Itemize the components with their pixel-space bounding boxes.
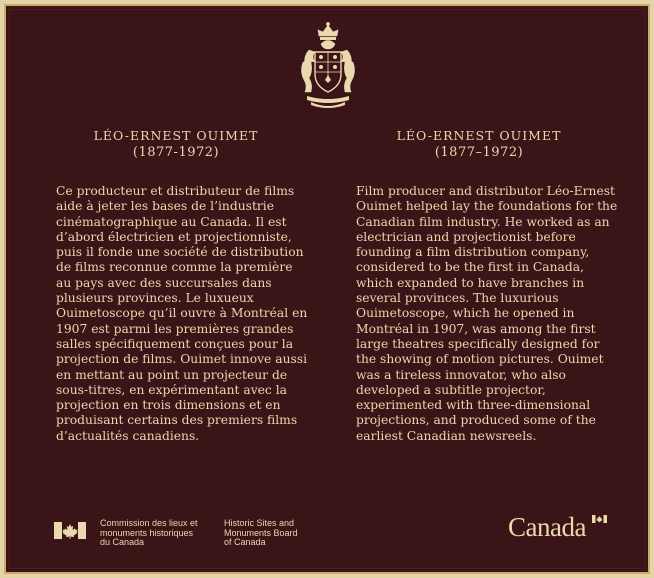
- canada-wordmark-flag-icon: [592, 515, 607, 523]
- canada-wordmark: Canada: [508, 512, 586, 542]
- english-title: [389, 127, 569, 161]
- french-text: Ce producteur et distributeur de films aide à jeter les bases de l’industrie cinématographique au Canada. Il est d’abord électricien et projectionniste, puis il fonde une société de distribution de films reconnue comme la première au pays avec des succursales dans plusieurs provinces. Le luxueux Ouimetoscope qu’il ouvre à Montréal en 1907 est parmi les premières grandes salles spécifiquement conçues pour la projection de films. Ouimet innove aussi en mettant au point un projecteur de sous-titres, en expérimentant avec la projection en trois dimensions et en produisant certains des premiers films d’actualités canadiens.: [56, 184, 308, 443]
- english-text: Film producer and distributor Léo-Ernest Ouimet helped lay the foundations for the Canadian film industry. He worked as an electrician and projectionist before founding a film distribution company, considered to be the first in Canada, which expanded to have branches in several provinces. The luxurious Ouimetoscope, which he opened in Montréal in 1907, was among the first large theatres specifically designed for the showing of motion pictures. Ouimet was a tireless innovator, who also developed a subtitle projector, experimented with three-dimensional projections, and produced some of the earliest Canadian newsreels.: [356, 184, 618, 443]
- english-years: (1877–1972): [434, 145, 524, 160]
- board-name-french: Commission des lieux et monuments historiques du Canada: [100, 518, 198, 547]
- coat-of-arms-icon: [297, 22, 359, 108]
- board-name-english: Historic Sites and Monuments Board of Canada: [224, 518, 298, 547]
- french-title: [86, 127, 266, 161]
- heritage-plaque: [4, 4, 650, 574]
- canada-flag-icon: [54, 522, 86, 539]
- english-name: LÉO-ERNEST OUIMET: [396, 128, 562, 143]
- french-years: (1877-1972): [132, 145, 220, 160]
- french-name: LÉO-ERNEST OUIMET: [93, 128, 259, 143]
